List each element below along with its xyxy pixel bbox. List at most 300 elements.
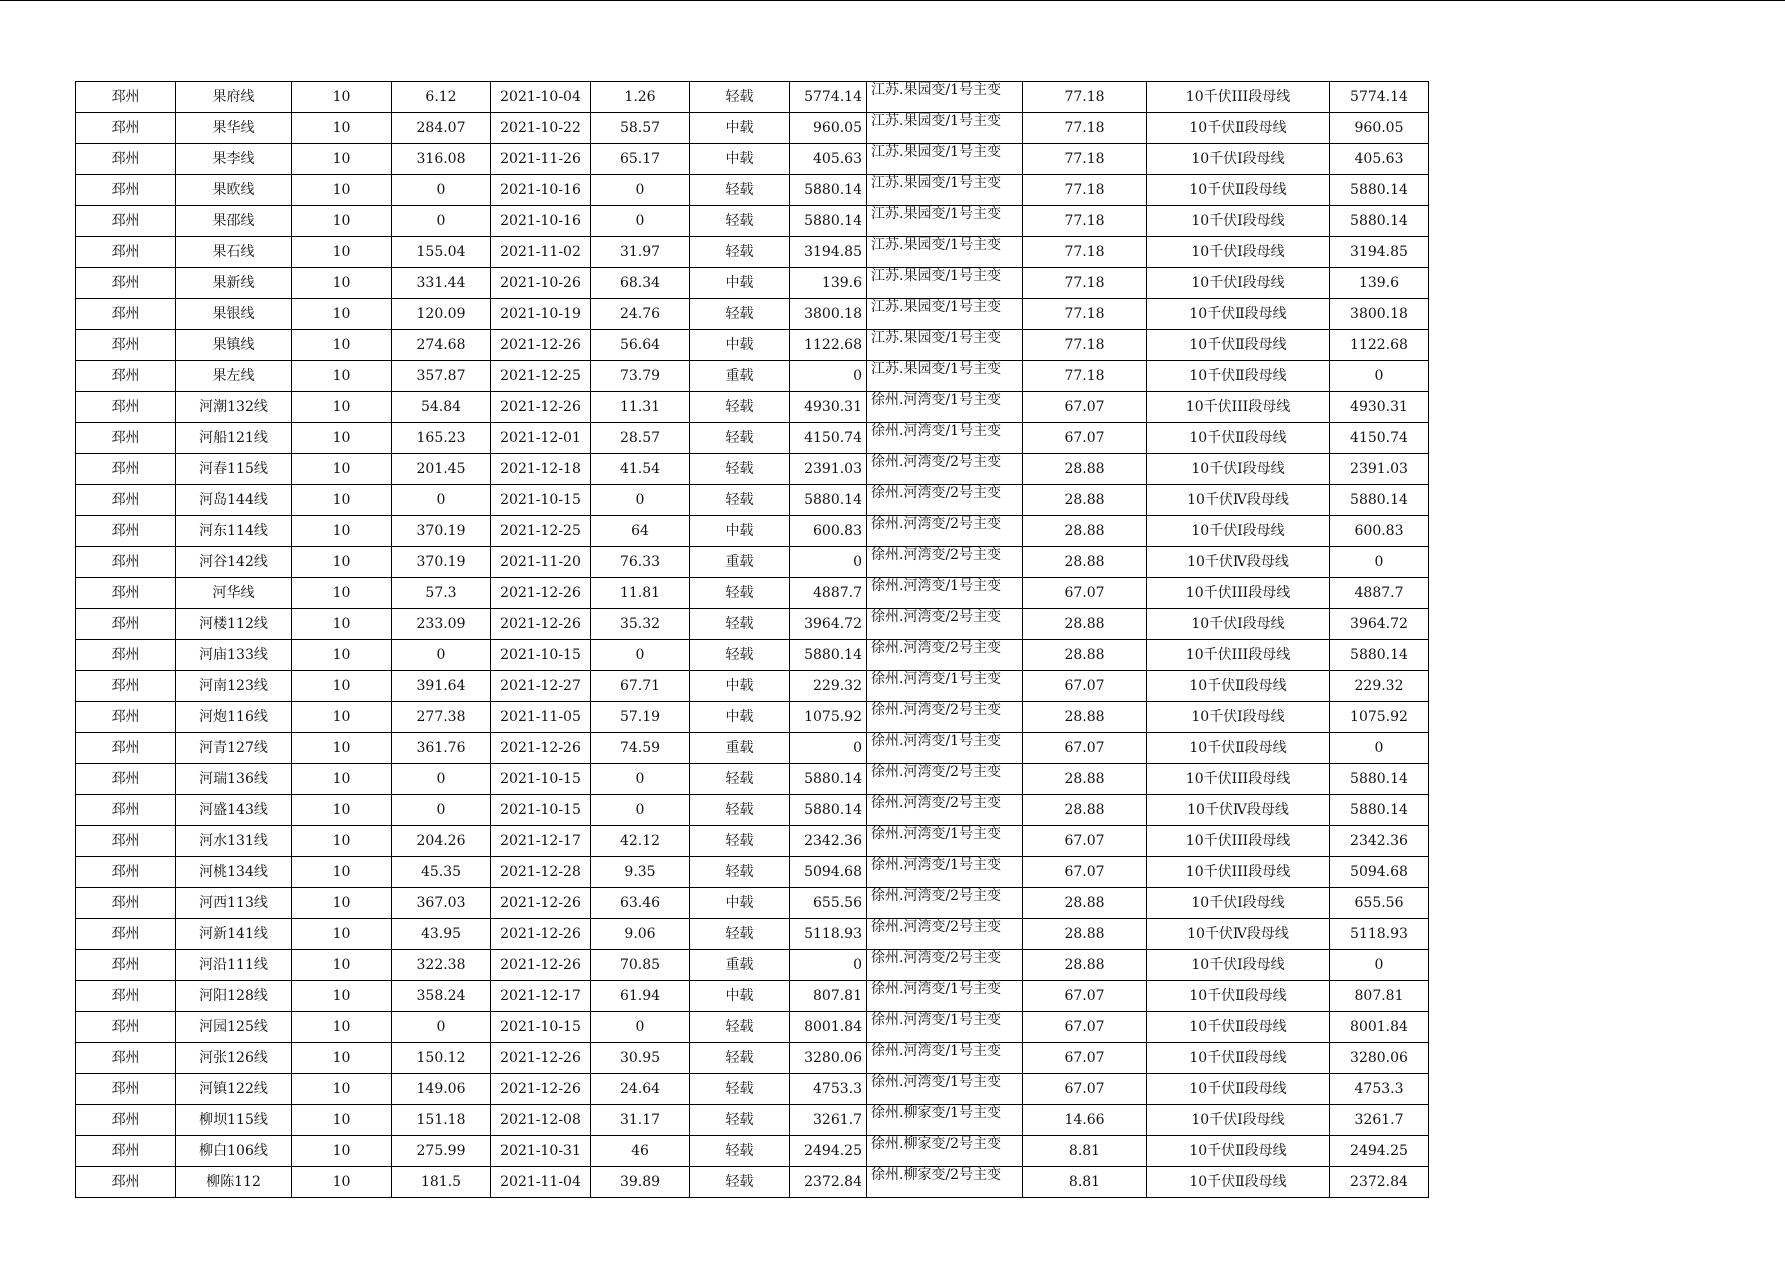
- district-cell: 邳州: [76, 237, 176, 268]
- table-row: [76, 1012, 1429, 1043]
- feeder-name-cell: 河潮132线: [176, 392, 292, 423]
- substation-transformer-text: 徐州.河湾变/1号主变: [871, 981, 1002, 997]
- capacity-cell: 2391.03: [790, 454, 867, 485]
- substation-transformer-cell: [867, 795, 1023, 826]
- feeder-name-cell: 河青127线: [176, 733, 292, 764]
- voltage-cell: 10: [292, 919, 392, 950]
- load-status-cell: 轻载: [690, 795, 790, 826]
- feeder-name-cell: 河桃134线: [176, 857, 292, 888]
- feeder-name-cell: 河东114线: [176, 516, 292, 547]
- load-rate-cell: 28.57: [591, 423, 690, 454]
- capacity-cell: 0: [790, 950, 867, 981]
- feeder-name-cell: 河谷142线: [176, 547, 292, 578]
- table-row: [76, 299, 1429, 330]
- table-row: [76, 826, 1429, 857]
- remaining-capacity-cell: 3800.18: [1330, 299, 1429, 330]
- remaining-capacity-cell: 0: [1330, 361, 1429, 392]
- substation-transformer-cell: [867, 950, 1023, 981]
- date-cell: 2021-12-26: [491, 578, 591, 609]
- current-cell: 0: [392, 764, 491, 795]
- substation-transformer-text: 徐州.河湾变/2号主变: [871, 764, 1002, 780]
- substation-transformer-text: 徐州.河湾变/1号主变: [871, 826, 1002, 842]
- date-cell: 2021-10-15: [491, 795, 591, 826]
- date-cell: 2021-11-05: [491, 702, 591, 733]
- remaining-capacity-cell: 1075.92: [1330, 702, 1429, 733]
- substation-transformer-text: 江苏.果园变/1号主变: [871, 330, 1002, 346]
- load-rate-cell: 58.57: [591, 113, 690, 144]
- substation-transformer-cell: [867, 392, 1023, 423]
- load-status-cell: 轻载: [690, 1105, 790, 1136]
- transformer-rate-cell: 77.18: [1023, 206, 1147, 237]
- remaining-capacity-cell: 3964.72: [1330, 609, 1429, 640]
- feeder-name-cell: 河西113线: [176, 888, 292, 919]
- capacity-cell: 2494.25: [790, 1136, 867, 1167]
- table-row: [76, 857, 1429, 888]
- date-cell: 2021-12-26: [491, 1074, 591, 1105]
- current-cell: 0: [392, 795, 491, 826]
- busbar-cell: 10千伏III段母线: [1147, 578, 1330, 609]
- capacity-cell: 3964.72: [790, 609, 867, 640]
- substation-transformer-cell: [867, 1074, 1023, 1105]
- feeder-name-cell: 果镇线: [176, 330, 292, 361]
- feeder-name-cell: 河沿111线: [176, 950, 292, 981]
- current-cell: 274.68: [392, 330, 491, 361]
- load-status-cell: 中载: [690, 888, 790, 919]
- transformer-rate-cell: 77.18: [1023, 237, 1147, 268]
- capacity-cell: 655.56: [790, 888, 867, 919]
- busbar-cell: 10千伏Ⅰ段母线: [1147, 950, 1330, 981]
- district-cell: 邳州: [76, 1167, 176, 1198]
- voltage-cell: 10: [292, 671, 392, 702]
- substation-transformer-cell: [867, 361, 1023, 392]
- capacity-cell: 5118.93: [790, 919, 867, 950]
- substation-transformer-text: 徐州.河湾变/2号主变: [871, 547, 1002, 563]
- load-rate-cell: 11.81: [591, 578, 690, 609]
- feeder-name-cell: 柳白106线: [176, 1136, 292, 1167]
- load-rate-cell: 65.17: [591, 144, 690, 175]
- current-cell: 284.07: [392, 113, 491, 144]
- date-cell: 2021-12-25: [491, 516, 591, 547]
- feeder-name-cell: 果华线: [176, 113, 292, 144]
- load-rate-cell: 76.33: [591, 547, 690, 578]
- date-cell: 2021-10-15: [491, 1012, 591, 1043]
- remaining-capacity-cell: 5880.14: [1330, 206, 1429, 237]
- date-cell: 2021-12-26: [491, 1043, 591, 1074]
- feeder-name-cell: 果欧线: [176, 175, 292, 206]
- date-cell: 2021-10-31: [491, 1136, 591, 1167]
- current-cell: 149.06: [392, 1074, 491, 1105]
- load-rate-cell: 9.06: [591, 919, 690, 950]
- load-rate-cell: 74.59: [591, 733, 690, 764]
- date-cell: 2021-10-15: [491, 640, 591, 671]
- load-rate-cell: 1.26: [591, 82, 690, 113]
- voltage-cell: 10: [292, 733, 392, 764]
- substation-transformer-cell: [867, 144, 1023, 175]
- district-cell: 邳州: [76, 516, 176, 547]
- capacity-cell: 5880.14: [790, 795, 867, 826]
- feeder-name-cell: 河园125线: [176, 1012, 292, 1043]
- remaining-capacity-cell: 4887.7: [1330, 578, 1429, 609]
- substation-transformer-cell: [867, 330, 1023, 361]
- substation-transformer-cell: [867, 454, 1023, 485]
- district-cell: 邳州: [76, 919, 176, 950]
- district-cell: 邳州: [76, 950, 176, 981]
- busbar-cell: 10千伏Ⅰ段母线: [1147, 888, 1330, 919]
- remaining-capacity-cell: 5880.14: [1330, 764, 1429, 795]
- voltage-cell: 10: [292, 268, 392, 299]
- capacity-cell: 405.63: [790, 144, 867, 175]
- date-cell: 2021-10-15: [491, 485, 591, 516]
- load-rate-cell: 46: [591, 1136, 690, 1167]
- remaining-capacity-cell: 8001.84: [1330, 1012, 1429, 1043]
- capacity-cell: 3800.18: [790, 299, 867, 330]
- substation-transformer-text: 江苏.果园变/1号主变: [871, 268, 1002, 284]
- substation-transformer-cell: [867, 423, 1023, 454]
- date-cell: 2021-10-15: [491, 764, 591, 795]
- feeder-name-cell: 河船121线: [176, 423, 292, 454]
- table-row: [76, 330, 1429, 361]
- date-cell: 2021-12-26: [491, 392, 591, 423]
- transformer-rate-cell: 28.88: [1023, 640, 1147, 671]
- transformer-rate-cell: 77.18: [1023, 82, 1147, 113]
- remaining-capacity-cell: 655.56: [1330, 888, 1429, 919]
- voltage-cell: 10: [292, 1074, 392, 1105]
- substation-transformer-text: 徐州.河湾变/1号主变: [871, 1074, 1002, 1090]
- voltage-cell: 10: [292, 826, 392, 857]
- capacity-cell: 4930.31: [790, 392, 867, 423]
- feeder-name-cell: 柳坝115线: [176, 1105, 292, 1136]
- voltage-cell: 10: [292, 1105, 392, 1136]
- district-cell: 邳州: [76, 764, 176, 795]
- capacity-cell: 5094.68: [790, 857, 867, 888]
- load-status-cell: 中载: [690, 330, 790, 361]
- remaining-capacity-cell: 3261.7: [1330, 1105, 1429, 1136]
- table-row: [76, 1136, 1429, 1167]
- capacity-cell: 807.81: [790, 981, 867, 1012]
- load-rate-cell: 73.79: [591, 361, 690, 392]
- current-cell: 331.44: [392, 268, 491, 299]
- table-row: [76, 547, 1429, 578]
- remaining-capacity-cell: 5880.14: [1330, 485, 1429, 516]
- load-status-cell: 重载: [690, 361, 790, 392]
- remaining-capacity-cell: 0: [1330, 547, 1429, 578]
- table-row: [76, 702, 1429, 733]
- remaining-capacity-cell: 2342.36: [1330, 826, 1429, 857]
- voltage-cell: 10: [292, 981, 392, 1012]
- voltage-cell: 10: [292, 888, 392, 919]
- busbar-cell: 10千伏Ⅱ段母线: [1147, 330, 1330, 361]
- substation-transformer-cell: [867, 609, 1023, 640]
- load-rate-cell: 57.19: [591, 702, 690, 733]
- feeder-name-cell: 河楼112线: [176, 609, 292, 640]
- substation-transformer-cell: [867, 237, 1023, 268]
- remaining-capacity-cell: 0: [1330, 950, 1429, 981]
- substation-transformer-text: 徐州.河湾变/2号主变: [871, 795, 1002, 811]
- table-row: [76, 1105, 1429, 1136]
- load-rate-cell: 0: [591, 764, 690, 795]
- load-rate-cell: 31.17: [591, 1105, 690, 1136]
- district-cell: 邳州: [76, 361, 176, 392]
- date-cell: 2021-11-02: [491, 237, 591, 268]
- load-status-cell: 轻载: [690, 1012, 790, 1043]
- substation-transformer-text: 徐州.河湾变/1号主变: [871, 671, 1002, 687]
- load-rate-cell: 30.95: [591, 1043, 690, 1074]
- remaining-capacity-cell: 1122.68: [1330, 330, 1429, 361]
- table-row: [76, 578, 1429, 609]
- load-status-cell: 轻载: [690, 640, 790, 671]
- capacity-cell: 5774.14: [790, 82, 867, 113]
- current-cell: 0: [392, 485, 491, 516]
- load-status-cell: 轻载: [690, 454, 790, 485]
- remaining-capacity-cell: 4930.31: [1330, 392, 1429, 423]
- current-cell: 316.08: [392, 144, 491, 175]
- date-cell: 2021-12-27: [491, 671, 591, 702]
- current-cell: 233.09: [392, 609, 491, 640]
- load-rate-cell: 0: [591, 640, 690, 671]
- remaining-capacity-cell: 2391.03: [1330, 454, 1429, 485]
- date-cell: 2021-12-26: [491, 950, 591, 981]
- load-status-cell: 轻载: [690, 919, 790, 950]
- voltage-cell: 10: [292, 547, 392, 578]
- busbar-cell: 10千伏Ⅱ段母线: [1147, 981, 1330, 1012]
- capacity-cell: 600.83: [790, 516, 867, 547]
- table-row: [76, 237, 1429, 268]
- substation-transformer-text: 江苏.果园变/1号主变: [871, 206, 1002, 222]
- transformer-rate-cell: 77.18: [1023, 113, 1147, 144]
- transformer-rate-cell: 77.18: [1023, 299, 1147, 330]
- district-cell: 邳州: [76, 175, 176, 206]
- table-row: [76, 609, 1429, 640]
- substation-transformer-cell: [867, 1167, 1023, 1198]
- load-rate-cell: 35.32: [591, 609, 690, 640]
- district-cell: 邳州: [76, 981, 176, 1012]
- voltage-cell: 10: [292, 702, 392, 733]
- busbar-cell: 10千伏Ⅱ段母线: [1147, 1012, 1330, 1043]
- voltage-cell: 10: [292, 640, 392, 671]
- load-rate-cell: 68.34: [591, 268, 690, 299]
- busbar-cell: 10千伏III段母线: [1147, 764, 1330, 795]
- remaining-capacity-cell: 5094.68: [1330, 857, 1429, 888]
- feeder-name-cell: 果石线: [176, 237, 292, 268]
- load-status-cell: 轻载: [690, 1136, 790, 1167]
- load-status-cell: 中载: [690, 981, 790, 1012]
- date-cell: 2021-10-16: [491, 206, 591, 237]
- table-row: [76, 113, 1429, 144]
- district-cell: 邳州: [76, 1043, 176, 1074]
- substation-transformer-text: 徐州.河湾变/1号主变: [871, 1012, 1002, 1028]
- capacity-cell: 3194.85: [790, 237, 867, 268]
- substation-transformer-text: 江苏.果园变/1号主变: [871, 361, 1002, 377]
- busbar-cell: 10千伏Ⅰ段母线: [1147, 454, 1330, 485]
- table-row: [76, 919, 1429, 950]
- table-row: [76, 516, 1429, 547]
- current-cell: 391.64: [392, 671, 491, 702]
- date-cell: 2021-12-28: [491, 857, 591, 888]
- table-row: [76, 981, 1429, 1012]
- voltage-cell: 10: [292, 1043, 392, 1074]
- district-cell: 邳州: [76, 857, 176, 888]
- substation-transformer-text: 徐州.河湾变/2号主变: [871, 609, 1002, 625]
- voltage-cell: 10: [292, 795, 392, 826]
- capacity-cell: 8001.84: [790, 1012, 867, 1043]
- transformer-rate-cell: 28.88: [1023, 454, 1147, 485]
- load-rate-cell: 24.64: [591, 1074, 690, 1105]
- district-cell: 邳州: [76, 671, 176, 702]
- date-cell: 2021-12-26: [491, 919, 591, 950]
- capacity-cell: 5880.14: [790, 640, 867, 671]
- current-cell: 358.24: [392, 981, 491, 1012]
- substation-transformer-cell: [867, 485, 1023, 516]
- remaining-capacity-cell: 5880.14: [1330, 175, 1429, 206]
- substation-transformer-text: 江苏.果园变/1号主变: [871, 113, 1002, 129]
- remaining-capacity-cell: 960.05: [1330, 113, 1429, 144]
- voltage-cell: 10: [292, 454, 392, 485]
- substation-transformer-cell: [867, 113, 1023, 144]
- district-cell: 邳州: [76, 454, 176, 485]
- district-cell: 邳州: [76, 144, 176, 175]
- voltage-cell: 10: [292, 950, 392, 981]
- voltage-cell: 10: [292, 516, 392, 547]
- date-cell: 2021-10-26: [491, 268, 591, 299]
- substation-transformer-cell: [867, 764, 1023, 795]
- date-cell: 2021-10-04: [491, 82, 591, 113]
- substation-transformer-cell: [867, 857, 1023, 888]
- substation-transformer-cell: [867, 82, 1023, 113]
- current-cell: 155.04: [392, 237, 491, 268]
- substation-transformer-text: 徐州.柳家变/2号主变: [871, 1136, 1002, 1152]
- load-rate-cell: 0: [591, 795, 690, 826]
- current-cell: 45.35: [392, 857, 491, 888]
- capacity-cell: 5880.14: [790, 206, 867, 237]
- date-cell: 2021-10-19: [491, 299, 591, 330]
- table-row: [76, 82, 1429, 113]
- current-cell: 0: [392, 175, 491, 206]
- remaining-capacity-cell: 5118.93: [1330, 919, 1429, 950]
- substation-transformer-text: 江苏.果园变/1号主变: [871, 299, 1002, 315]
- load-status-cell: 轻载: [690, 485, 790, 516]
- voltage-cell: 10: [292, 1167, 392, 1198]
- load-status-cell: 轻载: [690, 578, 790, 609]
- table-body: [76, 82, 1429, 1198]
- district-cell: 邳州: [76, 578, 176, 609]
- district-cell: 邳州: [76, 206, 176, 237]
- load-rate-cell: 56.64: [591, 330, 690, 361]
- current-cell: 277.38: [392, 702, 491, 733]
- remaining-capacity-cell: 0: [1330, 733, 1429, 764]
- remaining-capacity-cell: 3194.85: [1330, 237, 1429, 268]
- busbar-cell: 10千伏Ⅰ段母线: [1147, 206, 1330, 237]
- table-row: [76, 454, 1429, 485]
- transformer-rate-cell: 28.88: [1023, 888, 1147, 919]
- load-rate-cell: 67.71: [591, 671, 690, 702]
- district-cell: 邳州: [76, 330, 176, 361]
- busbar-cell: 10千伏Ⅱ段母线: [1147, 1136, 1330, 1167]
- capacity-cell: 1122.68: [790, 330, 867, 361]
- district-cell: 邳州: [76, 392, 176, 423]
- remaining-capacity-cell: 139.6: [1330, 268, 1429, 299]
- load-status-cell: 轻载: [690, 423, 790, 454]
- remaining-capacity-cell: 3280.06: [1330, 1043, 1429, 1074]
- substation-transformer-cell: [867, 299, 1023, 330]
- district-cell: 邳州: [76, 113, 176, 144]
- current-cell: 367.03: [392, 888, 491, 919]
- busbar-cell: 10千伏Ⅱ段母线: [1147, 113, 1330, 144]
- table-row: [76, 733, 1429, 764]
- transformer-rate-cell: 67.07: [1023, 733, 1147, 764]
- load-rate-cell: 64: [591, 516, 690, 547]
- remaining-capacity-cell: 5880.14: [1330, 795, 1429, 826]
- load-rate-cell: 24.76: [591, 299, 690, 330]
- load-status-cell: 中载: [690, 113, 790, 144]
- voltage-cell: 10: [292, 485, 392, 516]
- substation-transformer-cell: [867, 919, 1023, 950]
- substation-transformer-text: 江苏.果园变/1号主变: [871, 175, 1002, 191]
- date-cell: 2021-10-16: [491, 175, 591, 206]
- table-row: [76, 423, 1429, 454]
- substation-transformer-text: 徐州.河湾变/2号主变: [871, 640, 1002, 656]
- voltage-cell: 10: [292, 113, 392, 144]
- current-cell: 181.5: [392, 1167, 491, 1198]
- load-status-cell: 轻载: [690, 82, 790, 113]
- remaining-capacity-cell: 5880.14: [1330, 640, 1429, 671]
- capacity-cell: 5880.14: [790, 485, 867, 516]
- feeder-name-cell: 河阳128线: [176, 981, 292, 1012]
- busbar-cell: 10千伏Ⅰ段母线: [1147, 609, 1330, 640]
- district-cell: 邳州: [76, 1074, 176, 1105]
- district-cell: 邳州: [76, 1136, 176, 1167]
- capacity-cell: 4150.74: [790, 423, 867, 454]
- substation-transformer-cell: [867, 175, 1023, 206]
- date-cell: 2021-12-17: [491, 826, 591, 857]
- current-cell: 275.99: [392, 1136, 491, 1167]
- transformer-rate-cell: 67.07: [1023, 392, 1147, 423]
- busbar-cell: 10千伏Ⅰ段母线: [1147, 702, 1330, 733]
- feeder-name-cell: 河新141线: [176, 919, 292, 950]
- transformer-rate-cell: 67.07: [1023, 981, 1147, 1012]
- transformer-rate-cell: 77.18: [1023, 144, 1147, 175]
- date-cell: 2021-12-01: [491, 423, 591, 454]
- district-cell: 邳州: [76, 640, 176, 671]
- substation-transformer-cell: [867, 1012, 1023, 1043]
- date-cell: 2021-12-18: [491, 454, 591, 485]
- busbar-cell: 10千伏Ⅱ段母线: [1147, 1074, 1330, 1105]
- capacity-cell: 5880.14: [790, 764, 867, 795]
- table-row: [76, 144, 1429, 175]
- table-row: [76, 1167, 1429, 1198]
- busbar-cell: 10千伏III段母线: [1147, 640, 1330, 671]
- busbar-cell: 10千伏Ⅰ段母线: [1147, 1105, 1330, 1136]
- current-cell: 370.19: [392, 516, 491, 547]
- current-cell: 150.12: [392, 1043, 491, 1074]
- current-cell: 54.84: [392, 392, 491, 423]
- district-cell: 邳州: [76, 299, 176, 330]
- date-cell: 2021-12-17: [491, 981, 591, 1012]
- substation-transformer-cell: [867, 888, 1023, 919]
- busbar-cell: 10千伏III段母线: [1147, 826, 1330, 857]
- district-cell: 邳州: [76, 547, 176, 578]
- substation-transformer-text: 江苏.果园变/1号主变: [871, 82, 1002, 98]
- current-cell: 201.45: [392, 454, 491, 485]
- load-status-cell: 重载: [690, 547, 790, 578]
- load-status-cell: 轻载: [690, 237, 790, 268]
- table-row: [76, 764, 1429, 795]
- busbar-cell: 10千伏Ⅱ段母线: [1147, 423, 1330, 454]
- transformer-rate-cell: 28.88: [1023, 609, 1147, 640]
- load-rate-cell: 42.12: [591, 826, 690, 857]
- remaining-capacity-cell: 5774.14: [1330, 82, 1429, 113]
- district-cell: 邳州: [76, 1105, 176, 1136]
- current-cell: 120.09: [392, 299, 491, 330]
